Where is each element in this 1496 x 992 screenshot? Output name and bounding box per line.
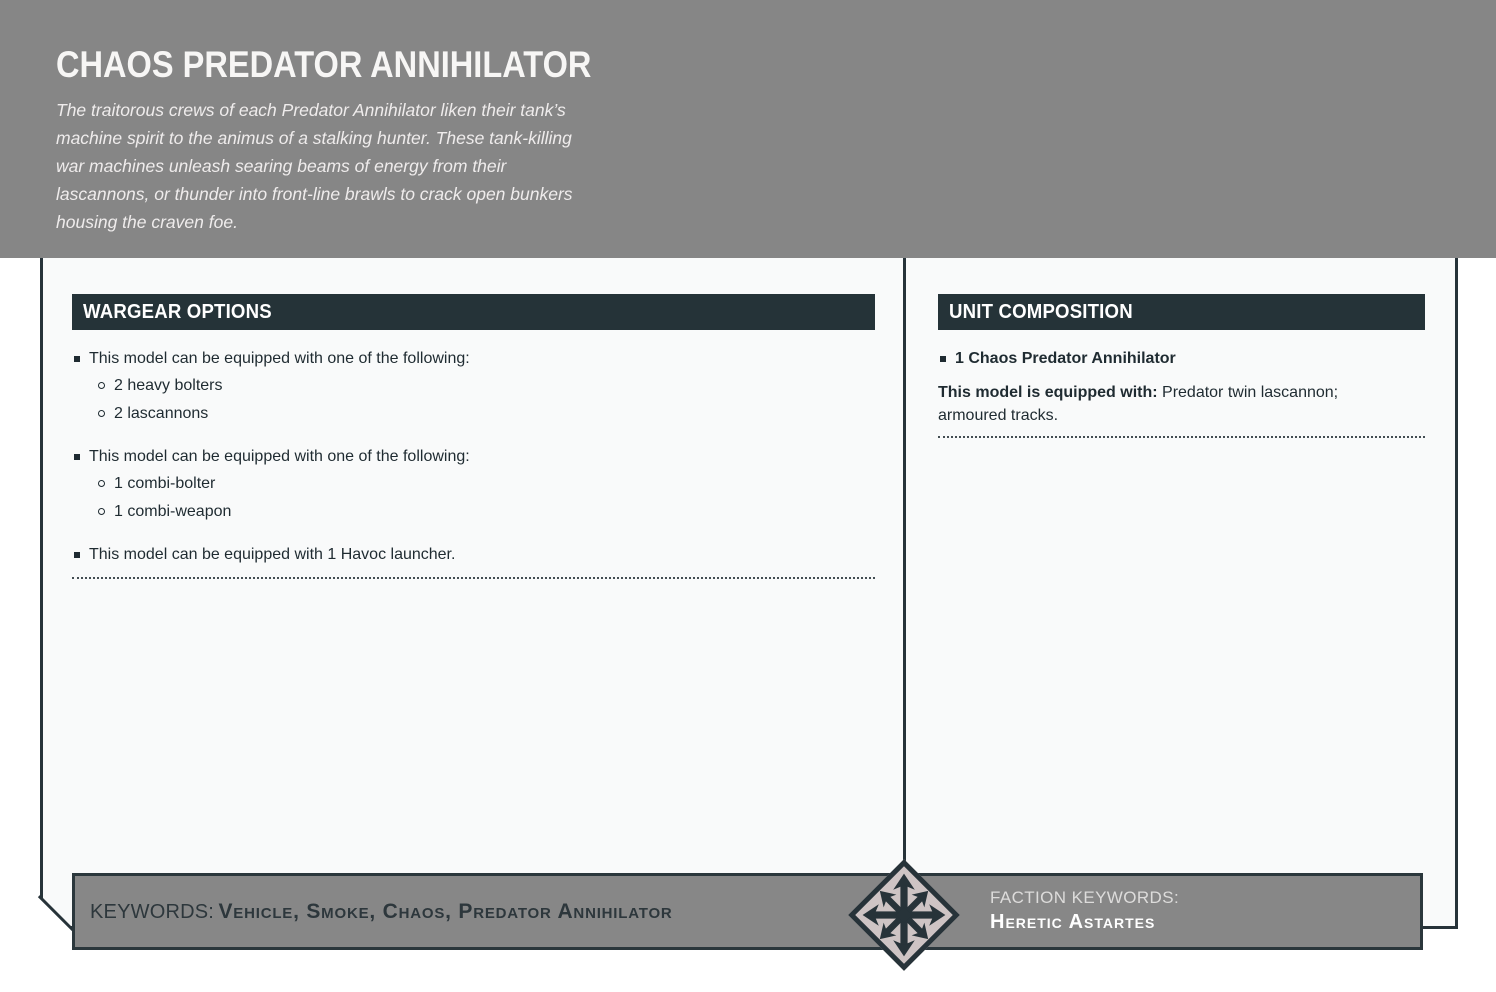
- column-divider: [903, 258, 906, 875]
- unit-title: CHAOS PREDATOR ANNIHILATOR: [56, 44, 592, 85]
- wargear-choice: [98, 470, 875, 498]
- keywords-block: [75, 900, 673, 924]
- wargear-choice-text: 2 lascannons: [114, 405, 209, 422]
- unit-composition-item-text: 1 Chaos Predator Annihilator: [955, 350, 1176, 367]
- circle-bullet-icon: [98, 382, 105, 389]
- equipped-with-text: [938, 381, 1383, 427]
- wargear-choice-text: 2 heavy bolters: [114, 377, 223, 394]
- square-bullet-icon: [74, 552, 80, 558]
- wargear-options-header: [72, 294, 875, 330]
- header-band: [0, 0, 1496, 258]
- wargear-choice-text: 1 combi-bolter: [114, 475, 216, 492]
- faction-keywords-values: Heretic Astartes: [990, 911, 1156, 933]
- chaos-star-glyph: [859, 870, 949, 960]
- circle-bullet-icon: [98, 410, 105, 417]
- wargear-option-group: [72, 345, 875, 428]
- circle-bullet-icon: [98, 508, 105, 515]
- keywords-label: KEYWORDS:: [90, 900, 215, 923]
- keywords-bar: [72, 873, 1423, 950]
- wargear-option-text: This model can be equipped with one of the following:: [89, 350, 470, 367]
- wargear-options-section: [72, 294, 875, 579]
- equipped-with-label: This model is equipped with:: [938, 384, 1158, 401]
- wargear-option: [72, 541, 875, 568]
- circle-bullet-icon: [98, 480, 105, 487]
- wargear-option: [72, 443, 875, 470]
- unit-composition-section: [938, 294, 1425, 438]
- wargear-option-group: [72, 541, 875, 568]
- dotted-separator: [938, 436, 1425, 438]
- wargear-option-group: [72, 443, 875, 526]
- square-bullet-icon: [940, 356, 946, 362]
- faction-keywords-label: FACTION KEYWORDS:: [990, 888, 1180, 907]
- wargear-option-text: This model can be equipped with 1 Havoc launcher.: [89, 546, 456, 563]
- wargear-choice: [98, 400, 875, 428]
- wargear-choice-text: 1 combi-weapon: [114, 503, 232, 520]
- unit-composition-title: UNIT COMPOSITION: [949, 300, 1133, 323]
- square-bullet-icon: [74, 356, 80, 362]
- square-bullet-icon: [74, 454, 80, 460]
- unit-composition-header: [938, 294, 1425, 330]
- unit-composition-item: [938, 345, 1425, 372]
- wargear-options-title: WARGEAR OPTIONS: [83, 300, 272, 323]
- keywords-values: Vehicle, Smoke, Chaos, Predator Annihilator: [218, 899, 673, 923]
- chaos-star-icon: [846, 857, 961, 972]
- wargear-choice: [98, 372, 875, 400]
- faction-keywords-block: [990, 888, 1179, 934]
- wargear-option-text: This model can be equipped with one of the following:: [89, 448, 470, 465]
- dotted-separator: [72, 577, 875, 579]
- flavor-text: The traitorous crews of each Predator Annihilator liken their tank’s machine spirit to the animus of a stalking hunter. These tank-killing war machines unleash searing beams of energy from their lascannons, or thunder into front-line brawls to crack open bunkers housing the craven foe.: [56, 100, 573, 232]
- equipped-with-value: Predator twin lascannon; armoured tracks.: [938, 384, 1339, 424]
- wargear-choice: [98, 498, 875, 526]
- wargear-option: [72, 345, 875, 372]
